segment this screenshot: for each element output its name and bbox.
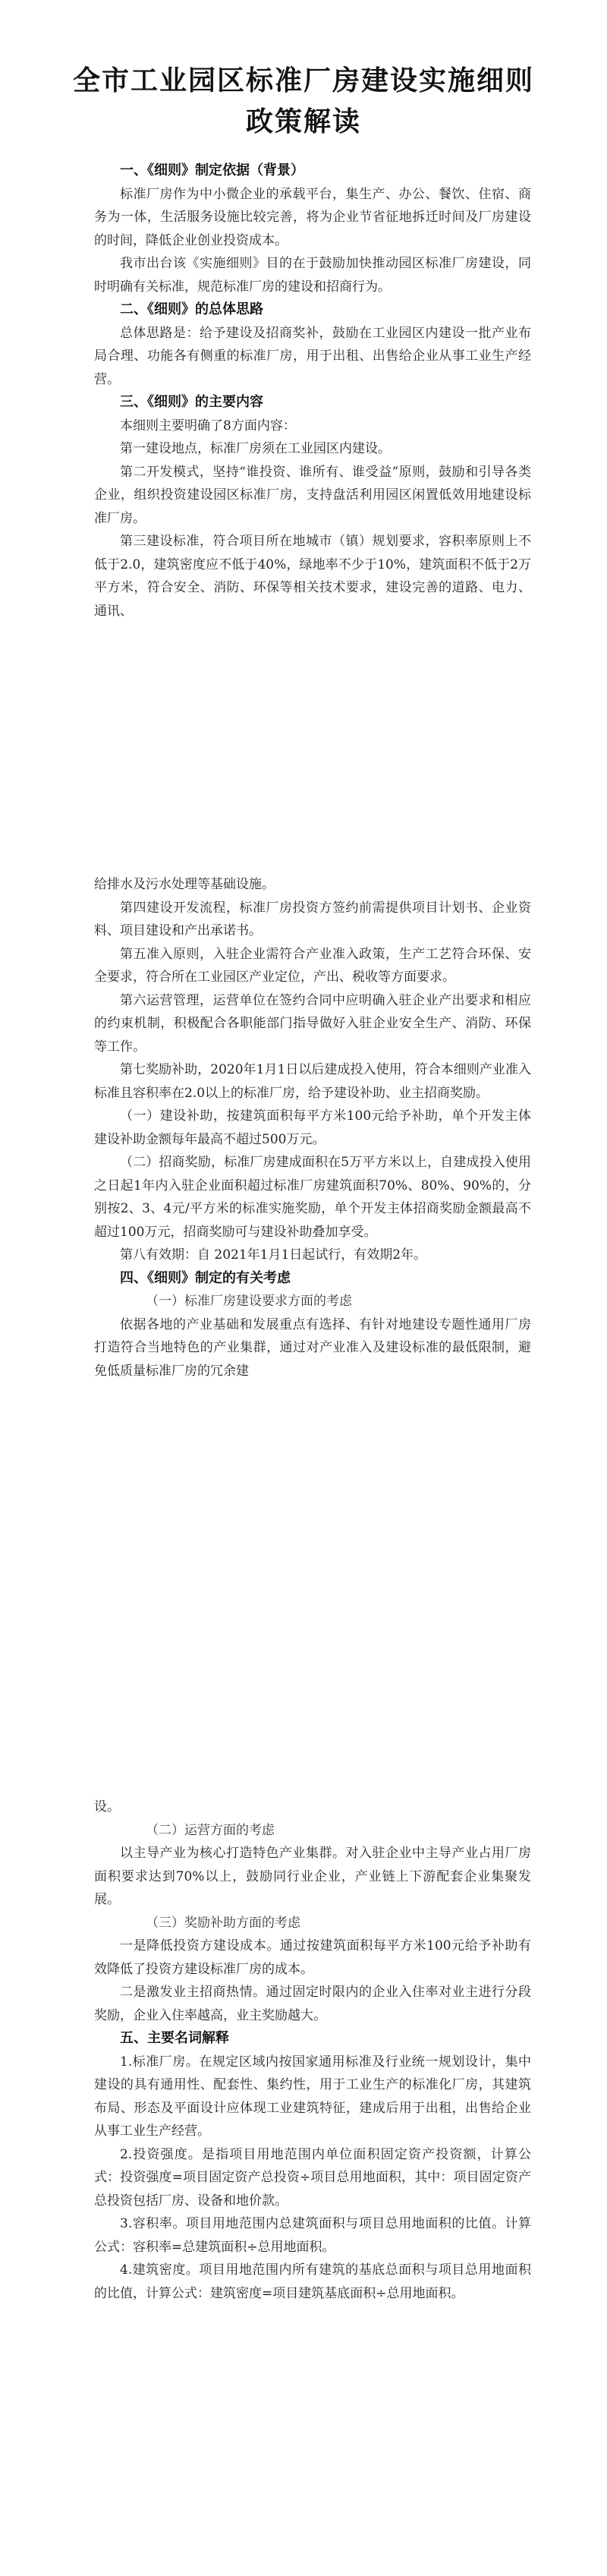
subheading-subsidy: （三）奖励补助方面的考虑 <box>146 1915 300 1931</box>
paragraph-subsidy: 第七奖励补助，2020年1月1日以后建成投入使用，符合本细则产业准入标准且容积率在2.0以上的标准厂房，给予建设补助、业主招商奖励。 <box>94 1062 531 1101</box>
paragraph-entry: 第五准入原则，入驻企业需符合产业准入政策，生产工艺符合环保、安全要求，符合所在工业园区产业定位，产出、税收等方面要求。 <box>94 946 531 985</box>
section-block-b <box>94 873 531 1383</box>
term-investment-intensity: 2.投资强度。是指项目用地范围内单位面积固定资产投资额，计算公式：投资强度=项目固定资产总投资÷项目总用地面积，其中：项目固定资产总投资包括厂房、设备和地价款。 <box>94 2146 531 2209</box>
section-heading-2: 二、《细则》的总体思路 <box>120 301 263 317</box>
paragraph-construction-consideration: 依据各地的产业基础和发展重点有选择、有针对地建设专题性通用厂房打造符合当地特色的产业集群，通过对产业准入及建设标准的最低限制，避免低质量标准厂房的冗余建 <box>94 1316 531 1379</box>
paragraph-operation: 第六运营管理，运营单位在签约合同中应明确入驻企业产出要求和相应的约束机制，积极配合各职能部门指导做好入驻企业安全生产、消防、环保等工作。 <box>94 992 531 1055</box>
section-block-a <box>94 159 531 623</box>
paragraph-dev-mode: 第二开发模式，坚持“谁投资、谁所有、谁受益”原则，鼓励和引导各类企业，组织投资建设园区标准厂房，支持盘活利用园区闲置低效用地建设标准厂房。 <box>94 464 531 526</box>
section-heading-3: 三、《细则》的主要内容 <box>120 394 263 410</box>
paragraph-process: 第四建设开发流程，标准厂房投资方签约前需提供项目计划书、企业资料、项目建设和产出承诺书。 <box>94 900 531 938</box>
paragraph-operation-consideration: 以主导产业为核心打造特色产业集群。对入驻企业中主导产业占用厂房面积要求达到70%以上，鼓励同行业企业，产业链上下游配套企业集聚发展。 <box>94 1846 531 1907</box>
term-building-density: 4.建筑密度。项目用地范围内所有建筑的基底总面积与项目总用地面积的比值，计算公式：建筑密度=项目建筑基底面积÷总用地面积。 <box>94 2262 531 2301</box>
subheading-operation: （二）运营方面的考虑 <box>146 1822 275 1838</box>
section-heading-1: 一、《细则》制定依据（背景） <box>120 162 304 178</box>
paragraph-standards: 第三建设标准，符合项目所在地城市（镇）规划要求，容积率原则上不低于2.0，建筑密度应不低于40%，绿地率不少于10%，建筑面积不低于2万平方米，符合安全、消防、环保等相关技术要求，建设完善的道路、电力、通讯、 <box>94 534 531 619</box>
paragraph-construction-subsidy: （一）建设补助，按建筑面积每平方米100元给予补助，单个开发主体建设补助金额每年最高不超过500万元。 <box>94 1108 531 1147</box>
paragraph-cost-reduction: 一是降低投资方建设成本。通过按建筑面积每平方米100元给予补助有效降低了投资方建设标准厂房的成本。 <box>94 1938 531 1977</box>
subheading-construction: （一）标准厂房建设要求方面的考虑 <box>146 1294 352 1309</box>
paragraph-construction-cont: 设。 <box>94 1799 120 1815</box>
paragraph-standards-cont: 给排水及污水处理等基础设施。 <box>94 877 275 892</box>
paragraph-intro: 本细则主要明确了8方面内容： <box>120 418 296 434</box>
paragraph-validity: 第八有效期：自 2021年1月1日起试行，有效期2年。 <box>120 1247 427 1263</box>
term-plot-ratio: 3.容积率。项目用地范围内总建筑面积与项目总用地面积的比值。计算公式：容积率=总建筑面积÷总用地面积。 <box>94 2216 531 2255</box>
paragraph-investment-enthusiasm: 二是激发业主招商热情。通过固定时限内的企业入住率对业主进行分段奖励，企业入住率越高，业主奖励越大。 <box>94 1985 531 2023</box>
document-title-line1: 全市工业园区标准厂房建设实施细则 <box>72 65 534 96</box>
document-title-line2: 政策解读 <box>245 106 361 137</box>
paragraph-general-idea: 总体思路是：给予建设及招商奖补，鼓励在工业园区内建设一批产业布局合理、功能各有侧重的标准厂房，用于出租、出售给企业从事工业生产经营。 <box>94 325 531 387</box>
section-block-c <box>94 1796 531 2305</box>
section-heading-4: 四、《细则》制定的有关考虑 <box>120 1269 291 1286</box>
section-heading-5: 五、主要名词解释 <box>120 2030 229 2046</box>
paragraph-background: 标准厂房作为中小微企业的承载平台，集生产、办公、餐饮、住宿、商务为一体，生活服务设施比较完善，将为企业节省征地拆迁时间及厂房建设的时间，降低企业创业投资成本。 <box>94 186 531 248</box>
paragraph-location: 第一建设地点，标准厂房须在工业园区内建设。 <box>120 441 391 456</box>
paragraph-purpose: 我市出台该《实施细则》目的在于鼓励加快推动园区标准厂房建设，同时明确有关标准，规范标准厂房的建设和招商行为。 <box>94 256 531 295</box>
paragraph-investment-reward: （二）招商奖励，标准厂房建成面积在5万平方米以上，自建成投入使用之日起1年内入驻企业面积超过标准厂房建筑面积70%、80%、90%的，分别按2、3、4元/平方米的标准实施奖励，单个开发主体招商奖励金额最高不超过100万元，招商奖励可与建设补助叠加享受。 <box>94 1155 531 1240</box>
term-standard-factory: 1.标准厂房。在规定区域内按国家通用标准及行业统一规划设计，集中建设的具有通用性、配套性、集约性，用于工业生产的标准化厂房，其建筑布局、形态及平面设计应体现工业建筑特征，建成后用于出租，出售给企业从事工业生产经营。 <box>94 2054 531 2139</box>
